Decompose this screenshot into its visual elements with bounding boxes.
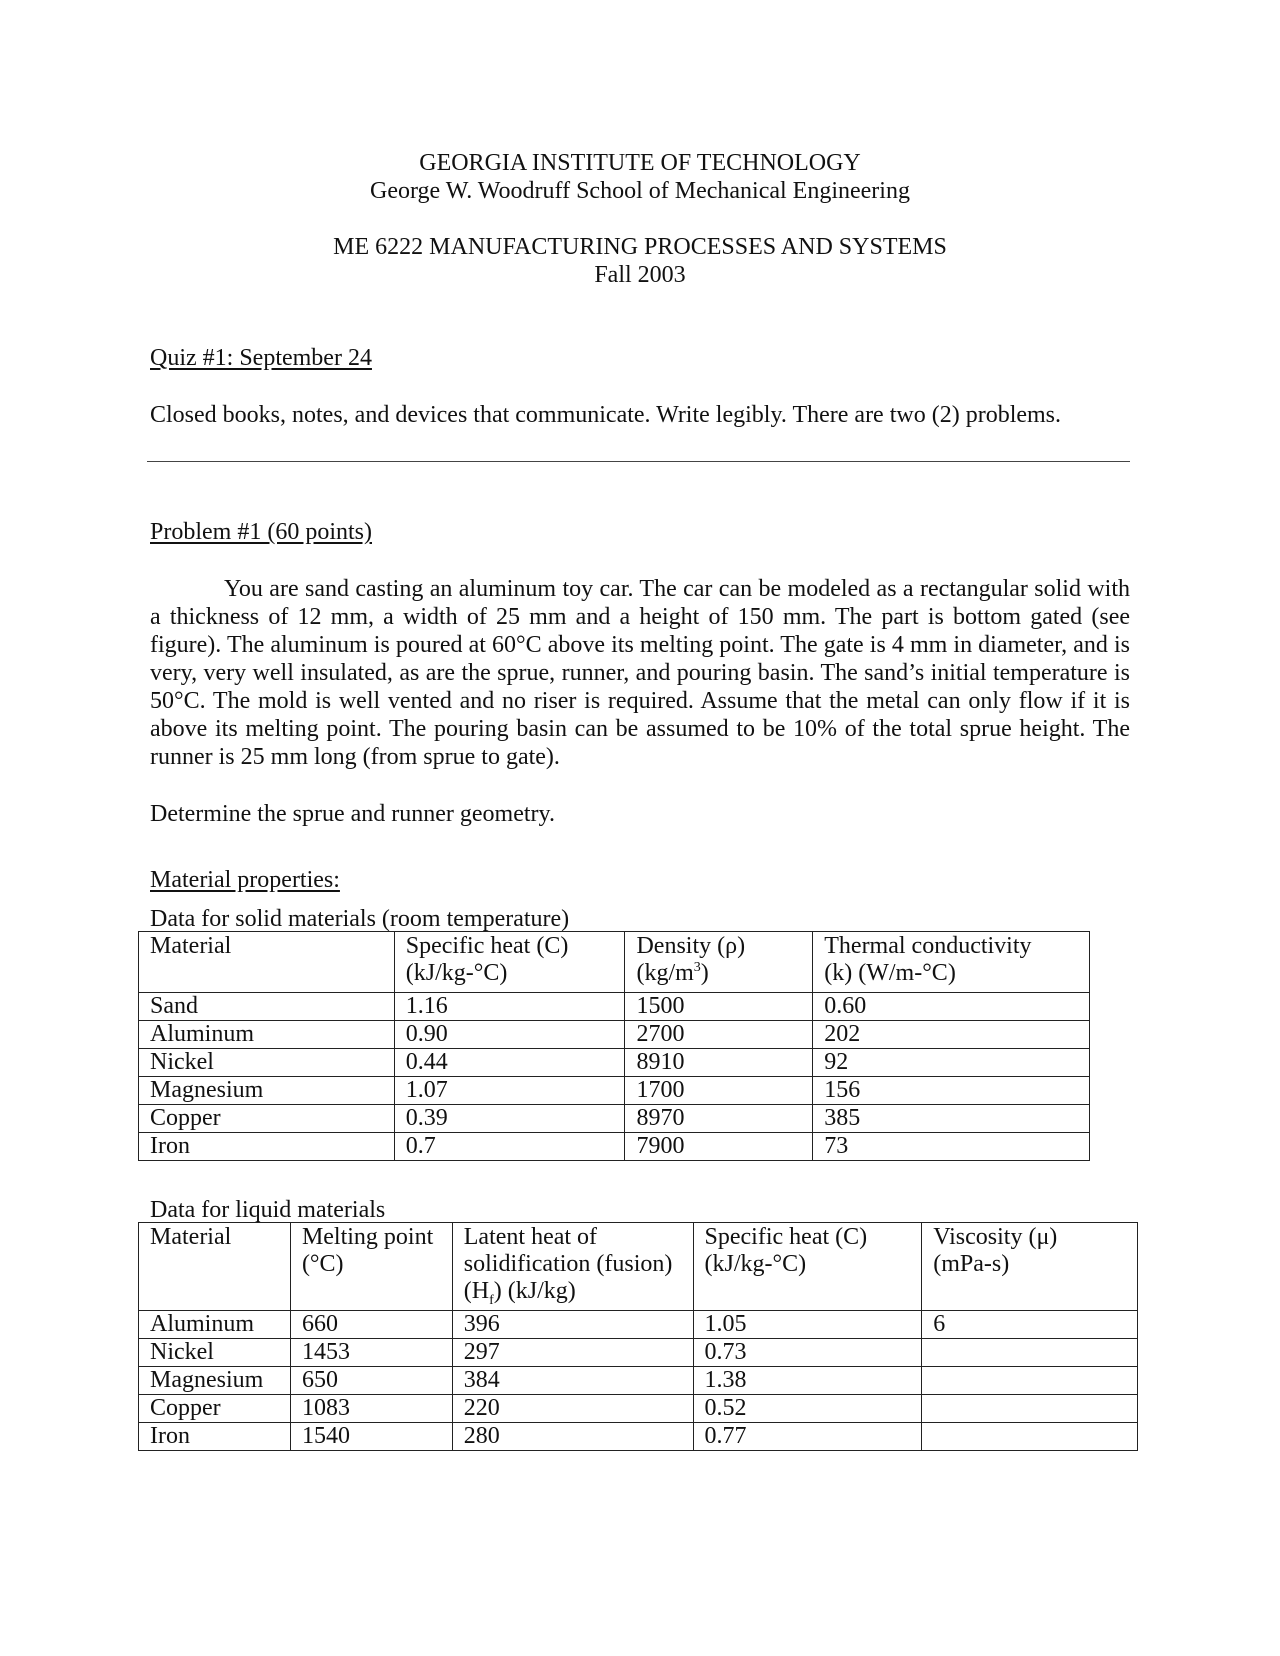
table-cell: 2700 — [625, 1021, 813, 1049]
table-cell: 1.05 — [693, 1311, 922, 1339]
table-row — [139, 1395, 1138, 1423]
table-cell: Magnesium — [139, 1367, 291, 1395]
table-cell — [922, 1339, 1138, 1367]
table-cell: 1700 — [625, 1077, 813, 1105]
school-name: George W. Woodruff School of Mechanical Engineering — [370, 178, 910, 204]
table-cell — [922, 1367, 1138, 1395]
table-cell: 92 — [813, 1049, 1090, 1077]
divider-line — [147, 461, 1130, 462]
table-cell: 6 — [922, 1311, 1138, 1339]
header-viscosity: Viscosity (μ) (mPa-s) — [922, 1223, 1138, 1311]
problem-body: You are sand casting an aluminum toy car. The car can be modeled as a rectangular solid with a thickness of 12 mm, a width of 25 mm and a height of 150 mm. The part is bottom gated (see figure). The aluminum is poured at 60°C above its melting point. The gate is 4 mm in diameter, and is very, very well insulated, as are the sprue, runner, and pouring basin. The sand’s initial temperature is 50°C. The mold is well vented and no riser is required. Assume that the metal can only flow if it is above its melting point. The pouring basin can be assumed to be 10% of the total sprue height. The runner is 25 mm long (from sprue to gate). — [150, 576, 1130, 770]
table-row — [139, 1423, 1138, 1451]
header-specific-heat: Specific heat (C) (kJ/kg-°C) — [394, 932, 625, 993]
table-row — [139, 1311, 1138, 1339]
table-cell: Copper — [139, 1395, 291, 1423]
solid-materials-table — [138, 931, 1090, 1161]
table-cell: 0.90 — [394, 1021, 625, 1049]
header-material: Material — [139, 1223, 291, 1311]
table-cell: 0.39 — [394, 1105, 625, 1133]
table-cell: 1083 — [290, 1395, 452, 1423]
table-cell: 650 — [290, 1367, 452, 1395]
material-properties-heading: Material properties: — [150, 867, 340, 893]
problem-title: Problem #1 (60 points) — [150, 519, 372, 545]
table-cell: Aluminum — [139, 1311, 291, 1339]
table-cell: Nickel — [139, 1339, 291, 1367]
table-cell: Aluminum — [139, 1021, 395, 1049]
header-specific-heat: Specific heat (C) (kJ/kg-°C) — [693, 1223, 922, 1311]
table-cell: 156 — [813, 1077, 1090, 1105]
table-row — [139, 1367, 1138, 1395]
table-cell: 0.52 — [693, 1395, 922, 1423]
table-row — [139, 1021, 1090, 1049]
table-cell — [922, 1423, 1138, 1451]
table-cell: 1.16 — [394, 993, 625, 1021]
table-cell: 202 — [813, 1021, 1090, 1049]
problem-task: Determine the sprue and runner geometry. — [150, 801, 555, 827]
table-cell: 7900 — [625, 1133, 813, 1161]
table-cell: 0.7 — [394, 1133, 625, 1161]
table-cell: 0.73 — [693, 1339, 922, 1367]
header-melting-point: Melting point (°C) — [290, 1223, 452, 1311]
table-row — [139, 1049, 1090, 1077]
problem-statement — [150, 575, 1130, 771]
table-cell: 1.38 — [693, 1367, 922, 1395]
institute-name: GEORGIA INSTITUTE OF TECHNOLOGY — [419, 150, 861, 176]
table-cell: 297 — [452, 1339, 693, 1367]
table-cell: 396 — [452, 1311, 693, 1339]
table-row — [139, 1105, 1090, 1133]
table-cell: Magnesium — [139, 1077, 395, 1105]
table-cell: 1540 — [290, 1423, 452, 1451]
header-thermal-conductivity: Thermal conductivity (k) (W/m-°C) — [813, 932, 1090, 993]
course-title: ME 6222 MANUFACTURING PROCESSES AND SYSTEMS — [333, 234, 947, 260]
table-cell: Sand — [139, 993, 395, 1021]
table-header-row — [139, 1223, 1138, 1311]
table-cell: 0.60 — [813, 993, 1090, 1021]
term: Fall 2003 — [594, 262, 686, 288]
table-row — [139, 1077, 1090, 1105]
table-cell: 280 — [452, 1423, 693, 1451]
header-latent-heat: Latent heat of solidification (fusion) $(H_f)$ (kJ/kg) — [452, 1223, 693, 1311]
table-cell: 1.07 — [394, 1077, 625, 1105]
table-cell: 1453 — [290, 1339, 452, 1367]
table-row — [139, 993, 1090, 1021]
table-cell: 660 — [290, 1311, 452, 1339]
header-density: Density (ρ) $(kg/m^3)$ — [625, 932, 813, 993]
table-cell: 8970 — [625, 1105, 813, 1133]
quiz-title: Quiz #1: September 24 — [150, 345, 372, 371]
table-cell: Copper — [139, 1105, 395, 1133]
table-cell — [922, 1395, 1138, 1423]
table-cell: 73 — [813, 1133, 1090, 1161]
table-row — [139, 1133, 1090, 1161]
table-cell: 1500 — [625, 993, 813, 1021]
table-cell: Iron — [139, 1423, 291, 1451]
table-cell: Iron — [139, 1133, 395, 1161]
table-cell: Nickel — [139, 1049, 395, 1077]
quiz-instructions: Closed books, notes, and devices that communicate. Write legibly. There are two (2) problems. — [150, 402, 1062, 428]
table-row — [139, 1339, 1138, 1367]
liquid-materials-table — [138, 1222, 1138, 1451]
table-cell: 385 — [813, 1105, 1090, 1133]
table-header-row — [139, 932, 1090, 993]
table-cell: 0.44 — [394, 1049, 625, 1077]
table-cell: 8910 — [625, 1049, 813, 1077]
liquid-table-caption: Data for liquid materials — [150, 1197, 386, 1223]
table-cell: 220 — [452, 1395, 693, 1423]
solid-table-caption: Data for solid materials (room temperature) — [150, 906, 570, 932]
header-material: Material — [139, 932, 395, 993]
table-cell: 384 — [452, 1367, 693, 1395]
table-cell: 0.77 — [693, 1423, 922, 1451]
